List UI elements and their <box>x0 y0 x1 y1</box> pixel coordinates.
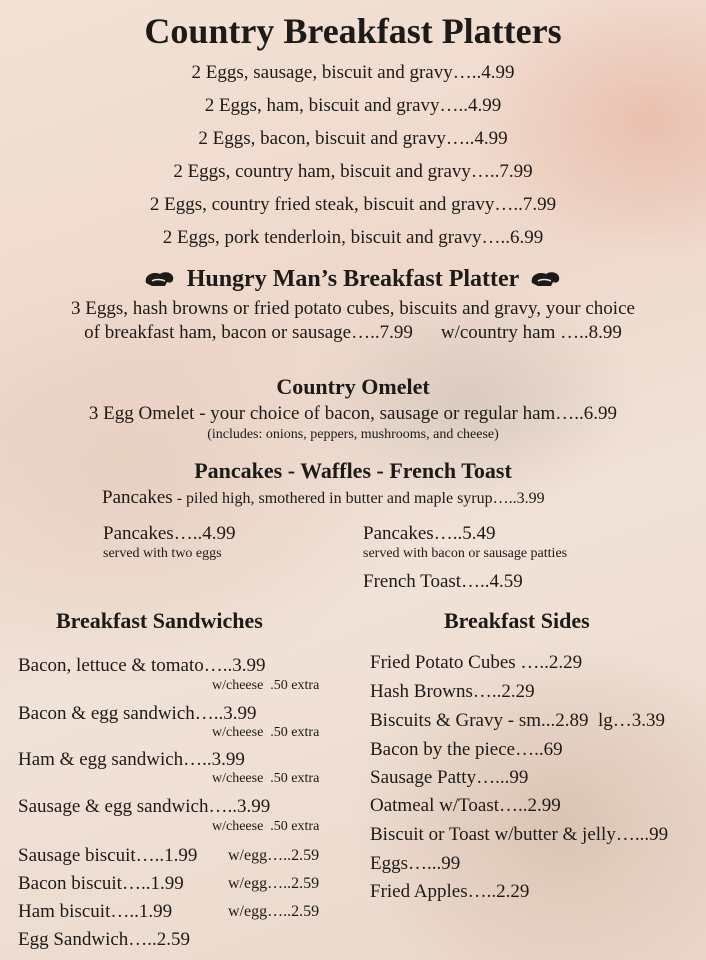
biscuit-item: Ham biscuit…..1.99 <box>18 901 173 922</box>
side-item: Biscuit or Toast w/butter & jelly…...99 <box>370 824 669 845</box>
side-item: Oatmeal w/Toast…..2.99 <box>370 795 561 816</box>
side-item: Fried Potato Cubes …..2.29 <box>370 652 583 673</box>
chef-hat-icon <box>143 269 177 291</box>
egg-sandwich-item: Egg Sandwich…..2.59 <box>18 929 191 950</box>
sandwich-item: Bacon & egg sandwich…..3.99 <box>18 703 257 724</box>
side-item: Fried Apples…..2.29 <box>370 881 530 902</box>
sandwich-cheese-extra: w/cheese .50 extra <box>212 771 320 786</box>
sandwich-cheese-extra: w/cheese .50 extra <box>212 725 320 740</box>
platter-item: 2 Eggs, bacon, biscuit and gravy…..4.99 <box>198 128 508 149</box>
platter-item: 2 Eggs, ham, biscuit and gravy…..4.99 <box>204 95 502 116</box>
hungry-country-ham-price: w/country ham …..8.99 <box>440 322 622 343</box>
biscuit-egg-price: w/egg…..2.59 <box>228 903 320 920</box>
sandwich-cheese-extra: w/cheese .50 extra <box>212 819 320 834</box>
pancakes-eggs-note: served with two eggs <box>103 546 222 561</box>
omelet-desc: 3 Egg Omelet - your choice of bacon, sausage or regular ham…..6.99 <box>88 403 618 424</box>
side-item: Biscuits & Gravy - sm...2.89 lg…3.39 <box>370 710 666 731</box>
sandwich-item: Ham & egg sandwich…..3.99 <box>18 749 245 770</box>
sandwich-item: Bacon, lettuce & tomato…..3.99 <box>18 655 266 676</box>
platter-item: 2 Eggs, country fried steak, biscuit and gravy…..7.99 <box>149 194 557 215</box>
sides-title: Breakfast Sides <box>444 608 590 633</box>
chef-hat-icon <box>529 269 563 291</box>
pancakes-meat-note: served with bacon or sausage patties <box>363 546 568 561</box>
hungry-desc-line1: 3 Eggs, hash browns or fried potato cubes, biscuits and gravy, your choice <box>71 298 635 319</box>
biscuit-egg-price: w/egg…..2.59 <box>228 847 320 864</box>
hungry-title-row <box>0 266 706 293</box>
hungry-title: Hungry Man’s Breakfast Platter <box>186 266 520 292</box>
sandwiches-title: Breakfast Sandwiches <box>56 608 263 633</box>
biscuit-egg-price: w/egg…..2.59 <box>228 875 320 892</box>
side-item: Eggs…...99 <box>370 853 461 874</box>
biscuit-item: Sausage biscuit…..1.99 <box>18 845 198 866</box>
pancakes-eggs-item: Pancakes…..4.99 <box>103 523 236 544</box>
hungry-price: of breakfast ham, bacon or sausage…..7.99 <box>84 322 413 343</box>
pancakes-title: Pancakes - Waffles - French Toast <box>194 458 512 483</box>
platter-item: 2 Eggs, pork tenderloin, biscuit and gravy…..6.99 <box>162 227 544 248</box>
side-item: Bacon by the piece…..69 <box>370 739 563 760</box>
platter-item: 2 Eggs, country ham, biscuit and gravy…..7.99 <box>173 161 533 182</box>
side-item: Hash Browns…..2.29 <box>370 681 535 702</box>
sandwich-cheese-extra: w/cheese .50 extra <box>212 678 320 693</box>
omelet-includes: (includes: onions, peppers, mushrooms, and cheese) <box>207 427 499 442</box>
side-item: Sausage Patty…...99 <box>370 767 529 788</box>
pancakes-intro-desc: - piled high, smothered in butter and maple syrup…..3.99 <box>172 490 545 507</box>
platters-title: Country Breakfast Platters <box>144 11 562 51</box>
omelet-title: Country Omelet <box>276 374 430 399</box>
pancakes-meat-item: Pancakes…..5.49 <box>363 523 496 544</box>
pancakes-intro-name: Pancakes <box>102 487 173 508</box>
sandwich-item: Sausage & egg sandwich…..3.99 <box>18 796 271 817</box>
hungry-desc-line2 <box>0 322 706 344</box>
french-toast-item: French Toast…..4.59 <box>363 571 523 592</box>
biscuit-item: Bacon biscuit…..1.99 <box>18 873 184 894</box>
platter-item: 2 Eggs, sausage, biscuit and gravy…..4.99 <box>191 62 515 83</box>
pancakes-intro <box>102 487 545 509</box>
